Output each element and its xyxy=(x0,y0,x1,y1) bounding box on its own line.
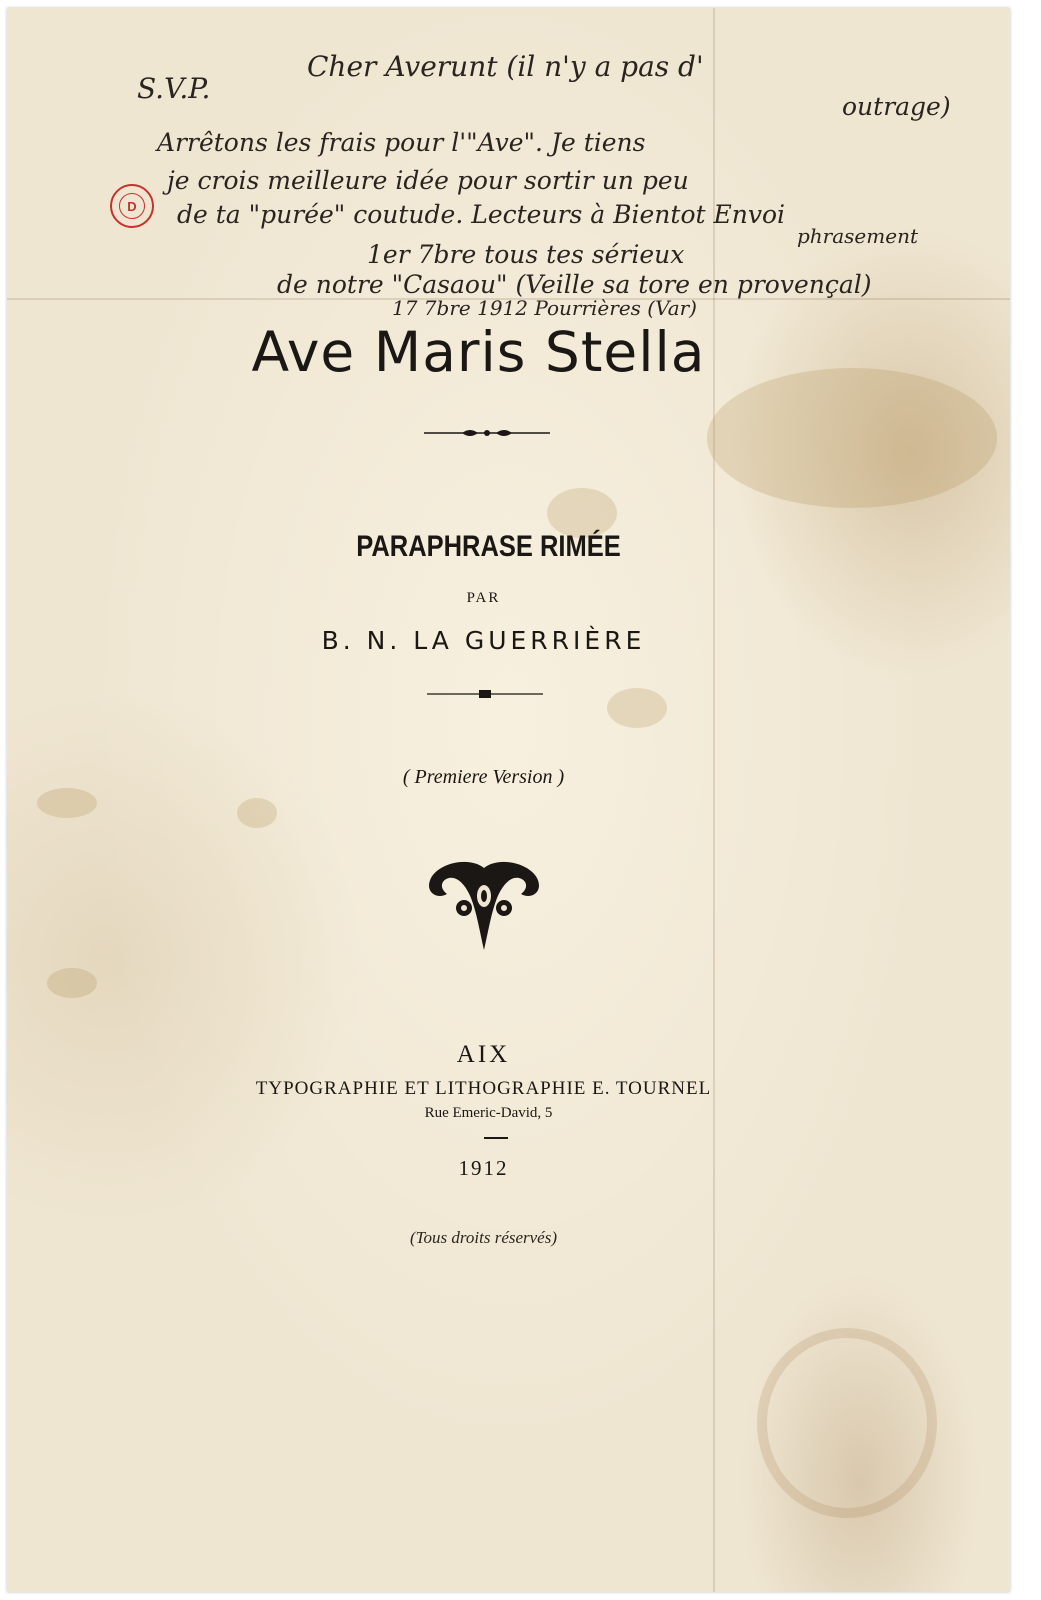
water-stain xyxy=(47,968,97,998)
version-note: ( Premiere Version ) xyxy=(402,766,565,788)
handwritten-note xyxy=(137,30,1007,330)
page-title: Ave Maris Stella xyxy=(251,320,706,384)
hw-svp: S.V.P. xyxy=(137,72,211,105)
coffee-ring-stain xyxy=(757,1328,937,1518)
library-stamp xyxy=(110,184,154,228)
divider-dash xyxy=(484,1137,508,1139)
hw-line-4: de ta "purée" coutude. Lecteurs à Bientot Envoi xyxy=(177,200,786,229)
by-label: PAR xyxy=(466,590,501,606)
ornament-rule-top xyxy=(422,426,552,440)
imprint-printer: TYPOGRAPHIE ET LITHOGRAPHIE E. TOURNEL xyxy=(255,1078,712,1099)
water-stain xyxy=(607,688,667,728)
imprint-year: 1912 xyxy=(458,1156,509,1180)
document-page xyxy=(7,8,1010,1592)
hw-line-1b: outrage) xyxy=(842,92,951,121)
fleuron-ornament-icon xyxy=(419,858,549,953)
author-name: B. N. LA GUERRIÈRE xyxy=(321,626,646,655)
subtitle: PARAPHRASE RIMÉE xyxy=(356,530,621,563)
hw-line-2: Arrêtons les frais pour l'"Ave". Je tiens xyxy=(157,128,646,157)
rights-notice: (Tous droits réservés) xyxy=(409,1228,558,1247)
water-stain xyxy=(707,368,997,508)
ornament-rule-middle xyxy=(425,688,545,700)
hw-line-4b: phrasement xyxy=(797,224,918,248)
water-stain xyxy=(37,788,97,818)
imprint-street: Rue Emeric-David, 5 xyxy=(424,1105,553,1121)
hw-line-7: 17 7bre 1912 Pourrières (Var) xyxy=(392,296,697,320)
water-stain xyxy=(237,798,277,828)
stamp-letter: D xyxy=(119,193,145,219)
imprint-city: AIX xyxy=(456,1041,511,1068)
hw-line-3: je crois meilleure idée pour sortir un peu xyxy=(167,166,689,195)
hw-line-1: Cher Averunt (il n'y a pas d' xyxy=(307,50,704,83)
hw-line-6: de notre "Casaou" (Veille sa tore en provençal) xyxy=(277,270,872,299)
hw-line-5: 1er 7bre tous tes sérieux xyxy=(367,240,685,269)
